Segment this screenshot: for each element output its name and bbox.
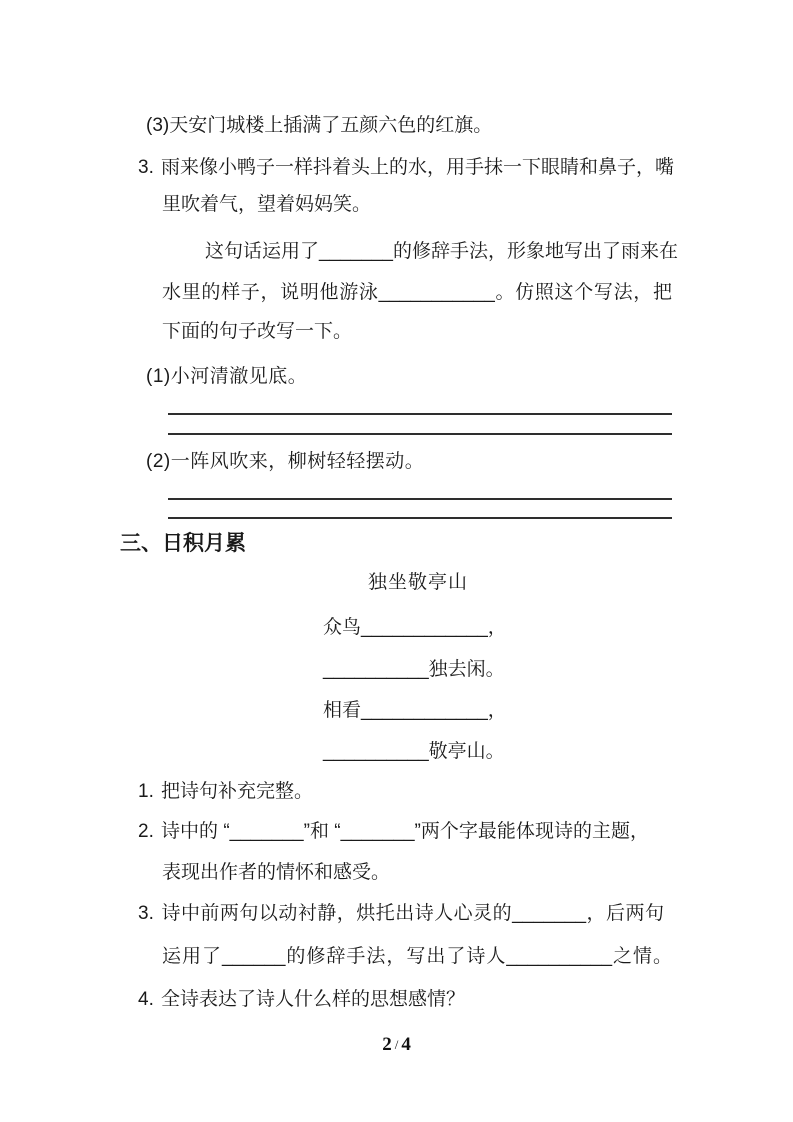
poem-line-2: __________独去闲。: [323, 659, 505, 680]
poem-line-4: __________敬亭山。: [323, 741, 505, 762]
poem-question-3-text-1: 诗中前两句以动衬静，烘托出诗人心灵的_______，后两句: [161, 903, 664, 924]
question-3-line-2: 里吹着气，望着妈妈笑。: [162, 194, 372, 215]
poem-line-1: 众鸟____________，: [323, 617, 507, 638]
poem-title: 独坐敬亭山: [368, 572, 469, 593]
poem-question-2-line-1: [138, 820, 649, 844]
answer-line: [168, 433, 672, 435]
question-3-analysis-line-2: 水里的样子，说明他游泳___________。仿照这个写法，把: [162, 282, 672, 303]
page-separator: /: [394, 1037, 399, 1052]
poem-question-4-number: 4.: [138, 989, 154, 1010]
total-pages: 4: [401, 1034, 411, 1055]
rewrite-item-1: (1)小河清澈见底。: [146, 366, 308, 387]
question-3-number: 3.: [138, 157, 154, 178]
poem-question-2-text-1: 诗中的 “_______”和 “_______”两个字最能体现诗的主题，: [161, 821, 649, 842]
question-3-text: 雨来像小鸭子一样抖着头上的水，用手抹一下眼睛和鼻子，嘴: [161, 157, 675, 178]
poem-question-2-number: 2.: [138, 821, 154, 842]
current-page: 2: [382, 1034, 392, 1055]
rewrite-item-2: (2)一阵风吹来，柳树轻轻摆动。: [146, 451, 425, 472]
section-3-heading: 三、日积月累: [120, 532, 246, 555]
poem-question-1-number: 1.: [138, 781, 154, 802]
poem-question-4-text: 全诗表达了诗人什么样的思想感情？: [161, 989, 466, 1010]
poem-question-1-text: 把诗句补充完整。: [161, 781, 314, 802]
poem-question-3-line-1: [138, 902, 664, 926]
example-sentence-3: (3)天安门城楼上插满了五颜六色的红旗。: [146, 115, 493, 136]
question-3-analysis-line-3: 下面的句子改写一下。: [162, 321, 353, 342]
question-3-analysis-line-1: 这句话运用了_______的修辞手法，形象地写出了雨来在: [205, 241, 678, 262]
page-number: [0, 1034, 793, 1056]
poem-question-4: [138, 988, 465, 1012]
poem-question-3-line-2: 运用了______的修辞手法，写出了诗人__________之情。: [162, 946, 672, 967]
poem-question-2-line-2: 表现出作者的情怀和感受。: [162, 862, 391, 883]
poem-question-3-number: 3.: [138, 903, 154, 924]
answer-line: [168, 498, 672, 500]
answer-line: [168, 413, 672, 415]
poem-line-3: 相看____________，: [323, 700, 507, 721]
answer-line: [168, 517, 672, 519]
poem-question-1: [138, 780, 313, 804]
question-3-line-1: [138, 156, 675, 180]
